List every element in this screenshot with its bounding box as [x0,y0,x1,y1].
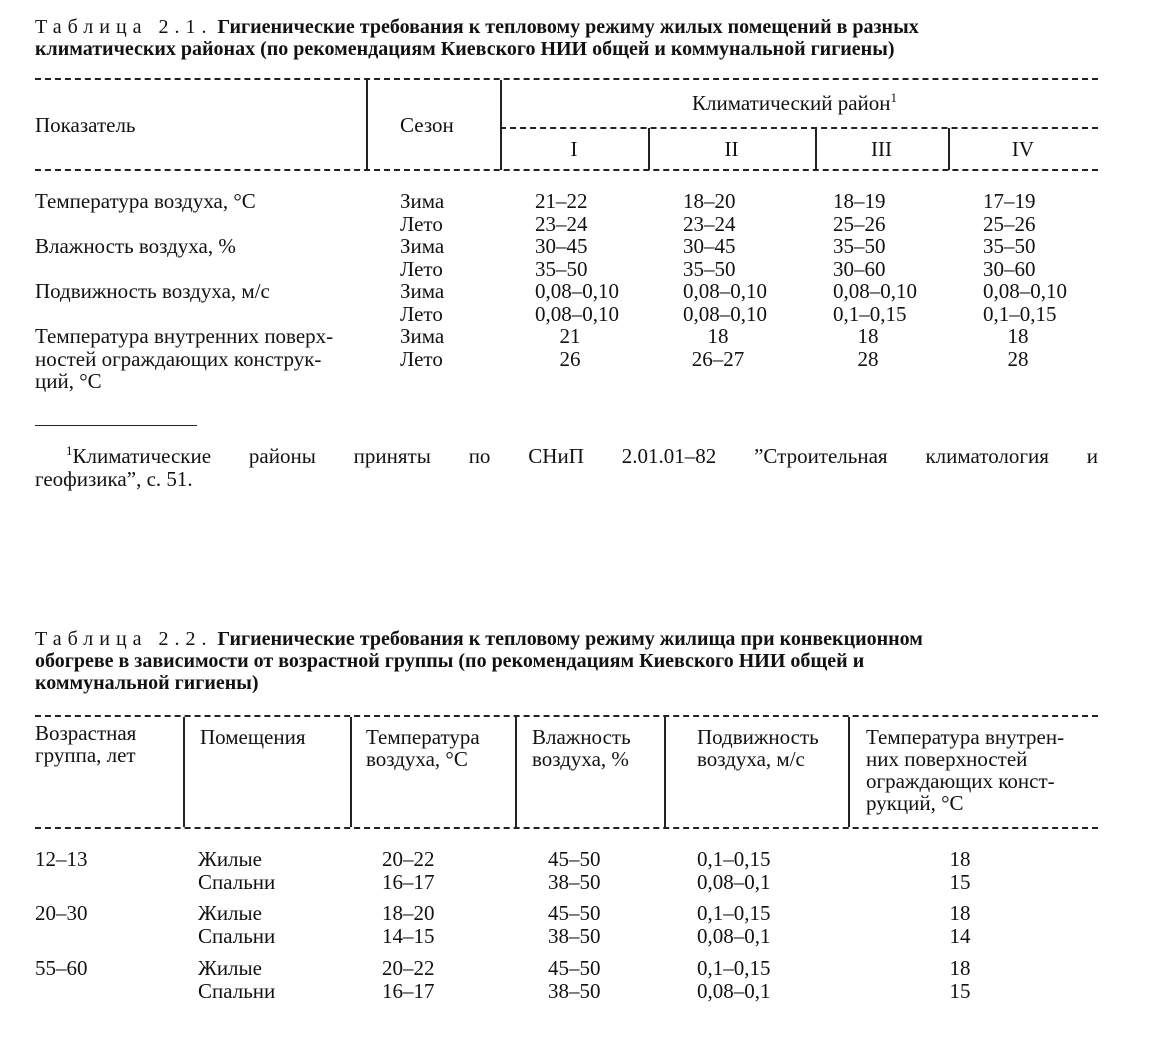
table2-cell-humidity: 45–50 [548,956,601,980]
table2-cell-temp: 16–17 [382,979,435,1003]
table2-cell-mobility: 0,08–0,1 [697,979,771,1003]
table2-cell-humidity: 45–50 [548,847,601,871]
table2-header-bottom-rule [35,827,1098,829]
table1-footnote-text1: Климатические районы приняты по СНиП 2.01.01–82 ”Строительная климатология и [72,444,1098,468]
table2-cell-temp: 18–20 [382,901,435,925]
table2-cell-humidity: 38–50 [548,924,601,948]
table1-caption-text1: Гигиенические требования к тепловому режиму жилых помещений в разных [217,16,919,38]
table2-vrule-4 [664,717,666,827]
table1-cell: 21 [559,324,581,348]
table2-header-age-1: Возрастная [35,721,137,745]
table1-cell: 0,08–0,10 [683,302,767,326]
table2-caption-line2: обогреве в зависимости от возрастной группы (по рекомендациям Киевского НИИ общей и [35,650,865,672]
table2-cell-mobility: 0,08–0,1 [697,870,771,894]
table1-row-label: ностей ограждающих конструк- [35,347,322,371]
table2-header-surface-1: Температура внутрен- [866,725,1065,749]
table1-cell: 0,08–0,10 [535,279,619,303]
table1-cell: 21–22 [535,189,588,213]
table1-row-label: Температура воздуха, °С [35,189,256,213]
table2-cell-mobility: 0,1–0,15 [697,901,771,925]
table2-caption-text1: Гигиенические требования к тепловому режиму жилища при конвекционном [217,628,923,650]
table1-cell: 26 [559,347,581,371]
table1-cell: 26–27 [691,347,745,371]
table2-cell-mobility: 0,1–0,15 [697,956,771,980]
table2-cell-humidity: 38–50 [548,870,601,894]
table1-cell: 30–60 [983,257,1036,281]
table1-cell: 35–50 [535,257,588,281]
table1-row-label: Температура внутренних поверх- [35,324,334,348]
table2-header-temp [366,726,480,770]
table2-cell-room: Жилые [198,956,262,980]
table1-cell: 18 [1007,324,1029,348]
table2-caption-line1 [35,628,1098,650]
table1-cell: 18–20 [683,189,736,213]
table2-cell-room: Спальни [198,924,276,948]
table1-subheader-rule [500,127,1098,129]
table2-header-humidity [532,726,631,770]
table1-row-season: Зима [400,324,445,348]
table1-cell: 28 [1007,347,1029,371]
table1-row-season: Зима [400,234,445,258]
table1-cell: 18 [857,324,879,348]
table2-cell-age: 55–60 [35,956,88,980]
table2-header-age-2: группа, лет [35,743,136,767]
table2-header-surface-3: ограждающих конст- [866,769,1055,793]
table2-cell-mobility: 0,1–0,15 [697,847,771,871]
table1-row-season: Лето [400,212,443,236]
table1-cell: 0,08–0,10 [535,302,619,326]
table1-header-region [692,92,897,114]
table1-header-region-3: III [871,137,892,161]
table2-header-rooms [200,726,306,748]
table2-cell-surface: 18 [949,901,971,925]
table2-header-humidity-1: Влажность [532,725,631,749]
table2-header-surface-2: них поверхностей [866,747,1028,771]
table1-top-rule [35,78,1098,80]
table1-cell: 0,08–0,10 [833,279,917,303]
table1-cell: 30–60 [833,257,886,281]
table1-caption-line2: климатических районах (по рекомендациям Киевского НИИ общей и коммунальной гигиены) [35,38,895,60]
table2-header-surface [866,726,1064,814]
table2-cell-surface: 15 [949,979,971,1003]
table1-cell: 23–24 [535,212,588,236]
table2-cell-room: Спальни [198,870,276,894]
table2-cell-room: Спальни [198,979,276,1003]
table2-cell-mobility: 0,08–0,1 [697,924,771,948]
table1-row-season: Лето [400,302,443,326]
table2-cell-age: 12–13 [35,847,88,871]
table2-cell-temp: 20–22 [382,956,435,980]
table1-footnote-line2: геофизика”, с. 51. [35,467,193,491]
table2-cell-room: Жилые [198,847,262,871]
table1-cell: 18 [707,324,729,348]
table1-header-region-note: 1 [890,90,898,105]
table1-cell: 0,08–0,10 [683,279,767,303]
table2-header-humidity-2: воздуха, % [532,747,629,771]
table1-cell: 30–45 [535,234,588,258]
table1-row-season: Лето [400,257,443,281]
table2-cell-temp: 16–17 [382,870,435,894]
table1-cell: 23–24 [683,212,736,236]
table1-header-indicator: Показатель [35,113,136,137]
table1-footnote-line1 [66,445,1098,467]
table2-cell-surface: 15 [949,870,971,894]
table1-vrule-1 [366,80,368,170]
table2-caption-line3: коммунальной гигиены) [35,672,259,694]
table1-row-label: ций, °С [35,369,102,393]
table1-row-label: Подвижность воздуха, м/с [35,279,270,303]
table1-cell: 0,1–0,15 [833,302,907,326]
table1-cell: 35–50 [983,234,1036,258]
table1-header-season: Сезон [400,113,454,137]
table2-cell-surface: 18 [949,847,971,871]
table1-cell: 18–19 [833,189,886,213]
footnote-separator [35,425,197,426]
table1-cell: 35–50 [833,234,886,258]
table1-header-bottom-rule [35,169,1098,171]
table2-header-mobility-2: воздуха, м/с [697,747,805,771]
table2-caption-label: Таблица 2.2. [35,628,213,650]
table1-row-season: Лето [400,347,443,371]
table2-cell-room: Жилые [198,901,262,925]
table1-caption-label: Таблица 2.1. [35,16,213,38]
table2-vrule-3 [515,717,517,827]
table2-header-mobility-1: Подвижность [697,725,819,749]
table2-header-temp-2: воздуха, °С [366,747,468,771]
table2-vrule-5 [848,717,850,827]
table2-top-rule [35,715,1098,717]
table1-row-season: Зима [400,279,445,303]
table1-header-region-label: Климатический район [692,91,891,115]
table1-cell: 0,08–0,10 [983,279,1067,303]
table1-row-season: Зима [400,189,445,213]
table1-cell: 25–26 [833,212,886,236]
table1-header-region-2: II [724,137,739,161]
table1-cell: 0,1–0,15 [983,302,1057,326]
table1-cell: 25–26 [983,212,1036,236]
table1-cell: 28 [857,347,879,371]
table1-cell: 30–45 [683,234,736,258]
table2-header-temp-1: Температура [366,725,480,749]
table2-header-surface-4: рукций, °С [866,791,964,815]
table1-header-region-1: I [570,137,578,161]
table2-cell-humidity: 45–50 [548,901,601,925]
table2-cell-surface: 18 [949,956,971,980]
table1-cell: 35–50 [683,257,736,281]
table2-vrule-2 [350,717,352,827]
table2-cell-age: 20–30 [35,901,88,925]
table2-header-rooms-1: Помещения [200,725,306,749]
table1-caption-line1 [35,16,1098,38]
table2-cell-temp: 20–22 [382,847,435,871]
table1-cell: 17–19 [983,189,1036,213]
table1-header-region-4: IV [1011,137,1035,161]
table2-cell-humidity: 38–50 [548,979,601,1003]
table1-footnote-text [66,445,1098,467]
table2-header-mobility [697,726,819,770]
table2-cell-surface: 14 [949,924,971,948]
table2-vrule-1 [183,717,185,827]
table1-footnote-mark: 1 [66,443,73,458]
table1-row-label: Влажность воздуха, % [35,234,236,258]
table2-cell-temp: 14–15 [382,924,435,948]
table2-header-age [35,722,136,766]
